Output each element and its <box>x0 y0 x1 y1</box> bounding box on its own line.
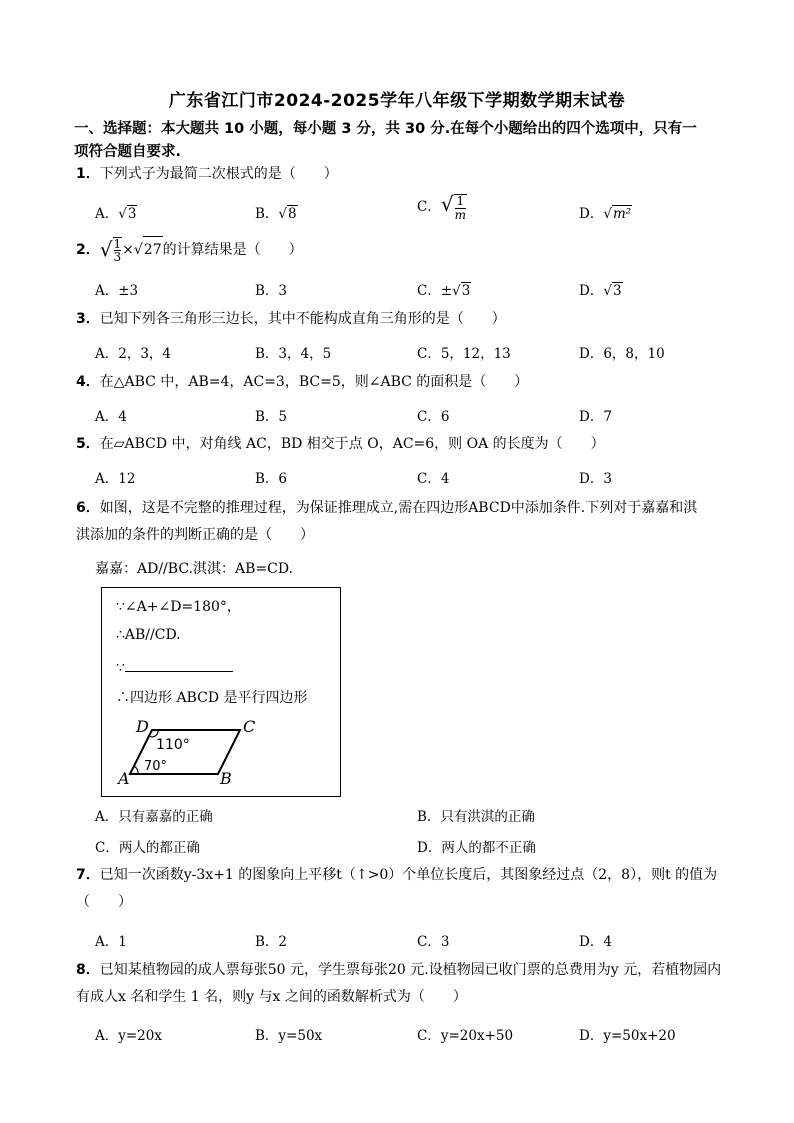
option-a: A．±3 <box>95 283 139 299</box>
option-b: B．3，4，5 <box>255 346 332 362</box>
option-b: B．√8 <box>255 206 297 222</box>
option-d: D．√m² <box>579 206 632 222</box>
question-number: 5． <box>76 436 100 452</box>
option-c: C．6 <box>417 409 450 425</box>
option-b: B．6 <box>255 471 288 487</box>
fraction-radicand <box>113 237 123 263</box>
numerator: 1 <box>456 193 465 208</box>
radicand: 27 <box>143 236 163 264</box>
option-d: D．4 <box>579 934 612 950</box>
option-c: C．±√3 <box>417 283 471 299</box>
question-text: 在△ABC 中，AB=4，AC=3，BC=5，则∠ABC 的面积是（ ） <box>99 374 529 390</box>
question-text-line2: （ ） <box>76 894 132 910</box>
option-a-label: A． <box>95 206 119 222</box>
question-5 <box>76 431 756 458</box>
reasoning-line-3 <box>116 657 233 676</box>
option-c-label: C．± <box>417 283 453 299</box>
option-b: B．只有洪淇的正确 <box>417 809 535 825</box>
question-7-options <box>95 930 755 956</box>
question-number: 1． <box>76 166 100 182</box>
question-4 <box>76 369 756 396</box>
radicand: 3 <box>461 283 471 299</box>
question-number: 8． <box>76 962 100 978</box>
question-6-sub: 嘉嘉：AD//BC.淇淇：AB=CD. <box>95 561 293 577</box>
option-c: C．√ $\frac{1}{m}$ <box>417 192 466 222</box>
question-text-line1: 已知某植物园的成人票每张50 元，学生票每张20 元.设植物园已收门票的总费用为y 元，若植物园内 <box>99 962 722 978</box>
fraction-radicand <box>454 194 467 222</box>
question-number: 7． <box>76 867 100 883</box>
option-a: A．只有嘉嘉的正确 <box>95 809 213 825</box>
question-text-line1: 如图，这是不完整的推理过程，为保证推理成立,需在四边形ABCD中添加条件.下列对于嘉嘉和淇 <box>99 500 698 516</box>
option-a: A．y=20x <box>95 1028 162 1044</box>
option-c: C．y=20x+50 <box>417 1028 514 1044</box>
question-text: 已知下列各三角形三边长，其中不能构成直角三角形的是（ ） <box>99 311 506 327</box>
option-c-label: C． <box>417 199 441 215</box>
option-a: A．2，3，4 <box>95 346 172 362</box>
question-number: 3． <box>76 311 100 327</box>
question-6-options-row1 <box>95 805 755 831</box>
question-4-options <box>95 405 755 431</box>
option-d: D．两人的都不正确 <box>417 840 536 856</box>
section-heading-line1: 一、选择题：本大题共 10 小题，每小题 3 分，共 30 分.在每个小题给出的四个选项中，只有一 <box>74 121 697 137</box>
parallelogram-figure <box>116 718 256 788</box>
question-text-line2: 淇添加的条件的判断正确的是（ ） <box>76 527 314 543</box>
question-text: 在▱ABCD 中，对角线 AC，BD 相交于点 O，AC=6，则 OA 的长度为（ ） <box>99 436 605 452</box>
reasoning-box <box>101 587 341 797</box>
option-a: A．12 <box>95 471 136 487</box>
option-d: D．3 <box>579 471 612 487</box>
reasoning-line-2: ∴AB//CD. <box>116 627 181 643</box>
numerator: 1 <box>113 237 122 251</box>
option-c: C．5，12，13 <box>417 346 511 362</box>
option-d: D．7 <box>579 409 612 425</box>
option-d: D．y=50x+20 <box>579 1028 676 1044</box>
question-3 <box>76 306 756 333</box>
page-title: 广东省江门市2024-2025学年八年级下学期数学期末试卷 <box>168 91 626 111</box>
question-2-options <box>95 279 755 305</box>
question-text-line2: 有成人x 名和学生 1 名，则y 与x 之间的函数解析式为（ ） <box>76 989 467 1005</box>
vertex-label-b: B <box>220 769 232 788</box>
radicand: 8 <box>288 206 297 222</box>
option-c: C．3 <box>417 934 450 950</box>
option-d-label: D． <box>579 206 604 222</box>
angle-label-110: 110° <box>156 737 190 753</box>
option-d: D．6，8，10 <box>579 346 665 362</box>
option-a: A．4 <box>95 409 127 425</box>
option-b: B．y=50x <box>255 1028 323 1044</box>
vertex-label-c: C <box>243 718 256 736</box>
question-1 <box>76 161 756 188</box>
question-6-options-row2 <box>95 836 755 862</box>
option-c: C．两人的都正确 <box>95 840 200 856</box>
times-sign: × <box>122 242 134 258</box>
radicand: m² <box>612 206 632 222</box>
reasoning-line-1: ∵∠A+∠D=180°， <box>116 599 241 615</box>
angle-a-arc <box>134 766 138 774</box>
denominator: 3 <box>113 250 122 264</box>
option-b-label: B． <box>255 206 279 222</box>
question-number: 2． <box>76 242 100 258</box>
reasoning-line-4: ∴四边形 ABCD 是平行四边形 <box>116 690 308 706</box>
question-8-options <box>95 1024 755 1050</box>
question-7 <box>76 862 756 916</box>
option-a: A．1 <box>95 934 127 950</box>
section-heading <box>74 118 764 164</box>
denominator: m <box>454 207 466 222</box>
question-number: 4． <box>76 374 100 390</box>
option-d-label: D． <box>579 283 604 299</box>
radicand: 3 <box>127 206 137 222</box>
option-c: C．4 <box>417 471 450 487</box>
option-d: D．√3 <box>579 283 622 299</box>
option-b: B．3 <box>255 283 288 299</box>
radicand: 3 <box>612 283 622 299</box>
question-text: 下列式子为最简二次根式的是（ ） <box>99 166 338 182</box>
because-symbol: ∵ <box>116 660 125 676</box>
angle-label-70: 70° <box>144 759 168 774</box>
question-6 <box>76 495 756 549</box>
question-text: 的计算结果是（ ） <box>162 242 303 258</box>
vertex-label-d: D <box>136 718 149 736</box>
option-b: B．2 <box>255 934 288 950</box>
question-text-line1: 已知一次函数y-3x+1 的图象向上平移t（↑>0）个单位长度后，其图象经过点（2，8），则t 的值为 <box>99 867 718 883</box>
vertex-label-a: A <box>118 769 130 788</box>
answer-blank <box>125 657 233 672</box>
section-heading-line2: 项符合题自要求. <box>74 144 182 160</box>
option-a: A．√3 <box>95 206 137 222</box>
option-b: B．5 <box>255 409 288 425</box>
question-1-options <box>95 192 755 228</box>
question-number: 6． <box>76 500 100 516</box>
question-2: 2．√ $\frac{1}{3}$ ×√27的计算结果是（ ） <box>76 237 303 264</box>
question-5-options <box>95 467 755 493</box>
question-3-options <box>95 342 755 368</box>
question-8 <box>76 957 756 1011</box>
